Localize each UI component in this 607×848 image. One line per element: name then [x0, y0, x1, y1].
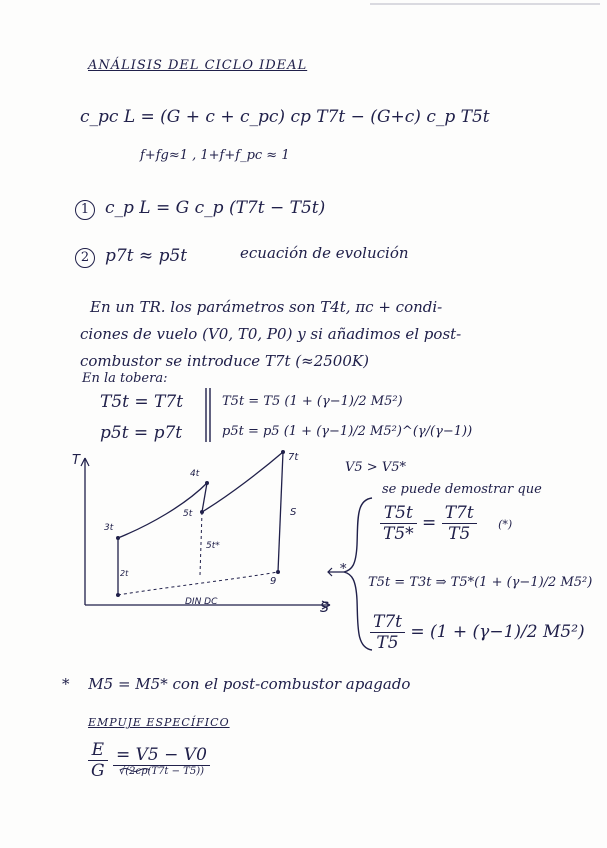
dashed-label: 5t* — [206, 541, 220, 551]
point-2-label: 2t — [120, 569, 129, 578]
paragraph-line-2: ciones de vuelo (V0, T0, P0) y si añadimos el post- — [80, 325, 462, 343]
point-7t-dot — [281, 450, 285, 454]
page-title: ANÁLISIS DEL CICLO IDEAL — [88, 58, 308, 73]
middle-equation: T5t = T3t ⇒ T5*(1 + (γ−1)/2 M5²) — [368, 575, 593, 590]
afterburner-curve — [202, 452, 283, 512]
equation-1-text: c_p L = G c_p (T7t − T5t) — [105, 198, 326, 218]
axis-x-label: S — [320, 600, 329, 616]
energy-balance-equation: c_pc L = (G + c + c_pc) cp T7t − (G+c) c_p T5t — [80, 107, 490, 127]
ratio-mark: (*) — [498, 518, 513, 531]
equation-1-number: 1 — [75, 200, 95, 220]
equation-2 — [75, 246, 187, 268]
lower-den: T5 — [376, 633, 399, 653]
paragraph-line-3: combustor se introduce T7t (≈2500K) — [80, 352, 369, 370]
deduce-text: se puede demostrar que — [382, 482, 542, 497]
nozzle-right-2: p5t = p5 (1 + (γ−1)/2 M5²)^(γ/(γ−1)) — [222, 424, 473, 439]
ratio-equation: $\frac{T5t}{T5*}$ = $\frac{T7t}{T5}$ (*) — [380, 503, 512, 544]
point-3-dot — [116, 536, 120, 540]
nozzle-dashed-line — [200, 512, 202, 575]
equation-2-text: p7t ≈ p5t — [105, 246, 188, 266]
thrust-lhs-den: G — [91, 761, 105, 781]
ratio-num-left: T5t — [380, 503, 417, 524]
lower-rhs: = (1 + (γ−1)/2 M5²) — [410, 622, 585, 642]
curly-brace — [344, 498, 372, 650]
ratio-den-left: T5* — [383, 524, 414, 544]
nozzle-left-1: T5t = T7t — [100, 392, 184, 412]
approximation-note: f+fg≈1 , 1+f+f_pc ≈ 1 — [140, 148, 290, 163]
thrust-rhs-num: = V5 − V0 — [113, 745, 210, 766]
equation-1 — [75, 198, 325, 220]
point-s-label: S — [290, 507, 297, 518]
footnote — [62, 675, 410, 693]
point-7t-label: 7t — [288, 452, 299, 463]
point-9-dot — [276, 570, 280, 574]
footnote-mark: * — [62, 675, 70, 693]
point-3-label: 3t — [104, 523, 114, 533]
nozzle-right-1: T5t = T5 (1 + (γ−1)/2 M5²) — [222, 394, 403, 409]
nozzle-line — [278, 452, 283, 572]
velocity-relation: V5 > V5* — [345, 460, 406, 475]
point-4t-label: 4t — [190, 469, 200, 479]
ratio-den-right: T5 — [448, 524, 471, 544]
lower-equation — [370, 612, 585, 653]
thrust-lhs-num: E — [88, 740, 108, 761]
brace-star: * — [340, 562, 347, 577]
combustion-curve — [118, 483, 207, 538]
ts-diagram — [72, 450, 330, 616]
lower-isobar — [118, 572, 278, 595]
thrust-rhs-den: √(2cp(T7t − T5)) — [118, 765, 205, 777]
point-5t-dot — [200, 510, 204, 514]
ratio-num-right: T7t — [442, 503, 477, 524]
point-4t-dot — [205, 481, 209, 485]
footnote-text: M5 = M5* con el post-combustor apagado — [88, 675, 411, 693]
point-5t-label: 5t — [183, 509, 193, 519]
lower-num: T7t — [370, 612, 405, 633]
diagram-bottom-label: DIN DC — [185, 597, 218, 607]
point-2-dot — [116, 593, 120, 597]
specific-thrust-heading: EMPUJE ESPECÍFICO — [88, 716, 230, 729]
nozzle-left-2: p5t = p7t — [100, 423, 183, 443]
specific-thrust-equation — [88, 740, 210, 781]
point-9-label: 9 — [270, 576, 277, 587]
paragraph-line-1: En un TR. los parámetros son T4t, πc + condi- — [90, 298, 443, 316]
equation-2-note: ecuación de evolución — [240, 244, 409, 262]
nozzle-heading: En la tobera: — [82, 371, 168, 386]
axis-y-label: T — [72, 453, 80, 468]
equation-2-number: 2 — [75, 248, 95, 268]
